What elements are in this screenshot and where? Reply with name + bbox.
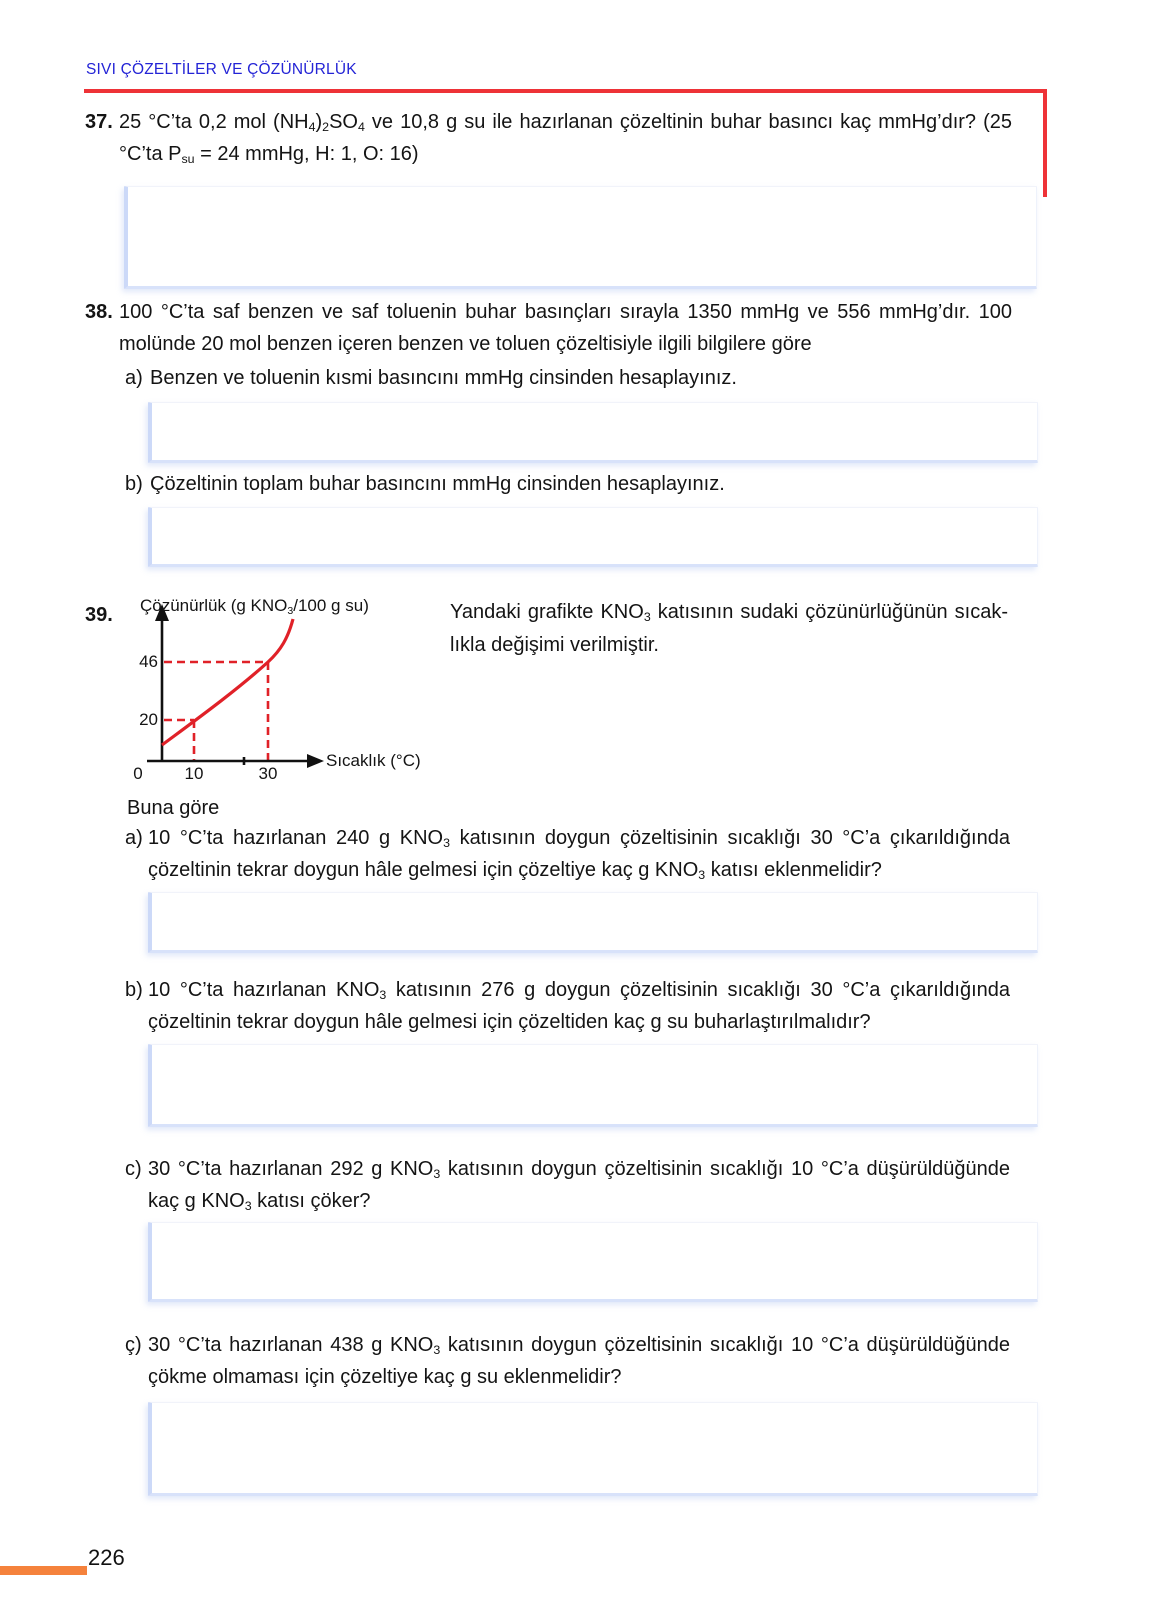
solubility-curve — [162, 619, 293, 745]
buna-gore-label: Buna göre — [127, 797, 220, 819]
question-line: lıkla değişimi verilmiştir. — [450, 634, 659, 656]
item-b-text: Çözeltinin toplam buhar basıncını mmHg cinsinden hesaplayınız. — [150, 473, 725, 495]
item-b-text — [148, 974, 1010, 1038]
y-axis-title: Çözünürlük (g $KNO_3/100$ g su) — [140, 596, 369, 617]
item-c-text — [148, 1153, 1010, 1217]
header-rule-corner — [1043, 89, 1047, 197]
footer-orange-bar — [0, 1566, 87, 1575]
question-line: °C’ta $P_{su} = 24$ mmHg, H: 1, O: 16) — [119, 143, 419, 167]
x-tick-30: 30 — [258, 764, 278, 783]
question-39-intro — [450, 596, 1008, 662]
question-line: çözeltinin tekrar doygun hâle gelmesi için çözeltiye kaç g $KNO_3$ katısı eklenmelidir? — [148, 859, 882, 883]
answer-box-q38b[interactable] — [148, 507, 1038, 567]
answer-box-q39a[interactable] — [148, 892, 1038, 953]
item-cedilla-marker: ç) — [125, 1334, 142, 1356]
answer-box-q39b[interactable] — [148, 1044, 1038, 1127]
y-tick-20: 20 — [139, 710, 158, 729]
question-line: 30 °C’ta hazırlanan 292 g $KNO_3$ katısının doygun çözeltisinin sıcaklığı 10 °C’a düşürüldüğünde — [148, 1158, 1010, 1182]
question-line: çökme olmaması için çözeltiye kaç g su eklenmelidir? — [148, 1366, 622, 1388]
item-b-marker: b) — [125, 473, 143, 495]
answer-box-q38a[interactable] — [148, 402, 1038, 463]
answer-box-q39ch[interactable] — [148, 1402, 1038, 1496]
item-c-marker: c) — [125, 1158, 142, 1180]
question-line: kaç g $KNO_3$ katısı çöker? — [148, 1190, 371, 1214]
question-37-number: 37. — [85, 111, 113, 133]
question-line: çözeltinin tekrar doygun hâle gelmesi için çözeltiden kaç g su buharlaştırılmalıdır? — [148, 1011, 871, 1033]
x-tick-10: 10 — [184, 764, 204, 783]
question-line: 10 °C’ta hazırlanan 240 g $KNO_3$ katısının doygun çözeltisinin sıcaklığı 30 °C’a çıkarıldığında — [148, 827, 1010, 851]
question-line: 100 °C’ta saf benzen ve saf toluenin buhar basınçları sırayla 1350 mmHg ve 556 mmHg’dır. 100 — [119, 301, 1012, 323]
item-b-marker: b) — [125, 979, 143, 1001]
question-38-number: 38. — [85, 301, 113, 323]
y-tick-46: 46 — [139, 652, 158, 671]
answer-box-q37[interactable] — [124, 186, 1037, 289]
x-axis-title: Sıcaklık (°C) — [326, 751, 421, 770]
item-a-text: Benzen ve toluenin kısmi basıncını mmHg cinsinden hesaplayınız. — [150, 367, 737, 389]
item-cedilla-text — [148, 1329, 1010, 1393]
question-line: 30 °C’ta hazırlanan 438 g $KNO_3$ katısının doygun çözeltisinin sıcaklığı 10 °C’a düşürüldüğünde — [148, 1334, 1010, 1358]
question-38-text — [119, 296, 1012, 360]
item-a-text — [148, 822, 1010, 886]
solubility-graph — [118, 594, 458, 799]
question-line: molünde 20 mol benzen içeren benzen ve toluen çözeltisiyle ilgili bilgilere göre — [119, 333, 812, 355]
question-line: 10 °C’ta hazırlanan $KNO_3$ katısının 276 g doygun çözeltisinin sıcaklığı 30 °C’a çıkarıldığında — [148, 979, 1010, 1003]
page-number: 226 — [88, 1545, 125, 1570]
item-a-marker: a) — [125, 367, 143, 389]
answer-box-q39c[interactable] — [148, 1222, 1038, 1302]
item-a-marker: a) — [125, 827, 143, 849]
x-tick-0: 0 — [133, 764, 143, 783]
question-37-text — [119, 106, 1012, 170]
question-line: 25 °C’ta 0,2 mol $(NH_4)_2SO_4$ ve 10,8 g su ile hazırlanan çözeltinin buhar basıncı kaç mmHg’dır? (25 — [119, 111, 1012, 135]
page-header-title: SIVI ÇÖZELTİLER VE ÇÖZÜNÜRLÜK — [86, 61, 357, 78]
question-line: Yandaki grafikte $KNO_3$ katısının sudaki çözünürlüğünün sıcak- — [450, 601, 1008, 625]
question-39-number: 39. — [85, 604, 113, 626]
header-rule — [84, 89, 1047, 93]
